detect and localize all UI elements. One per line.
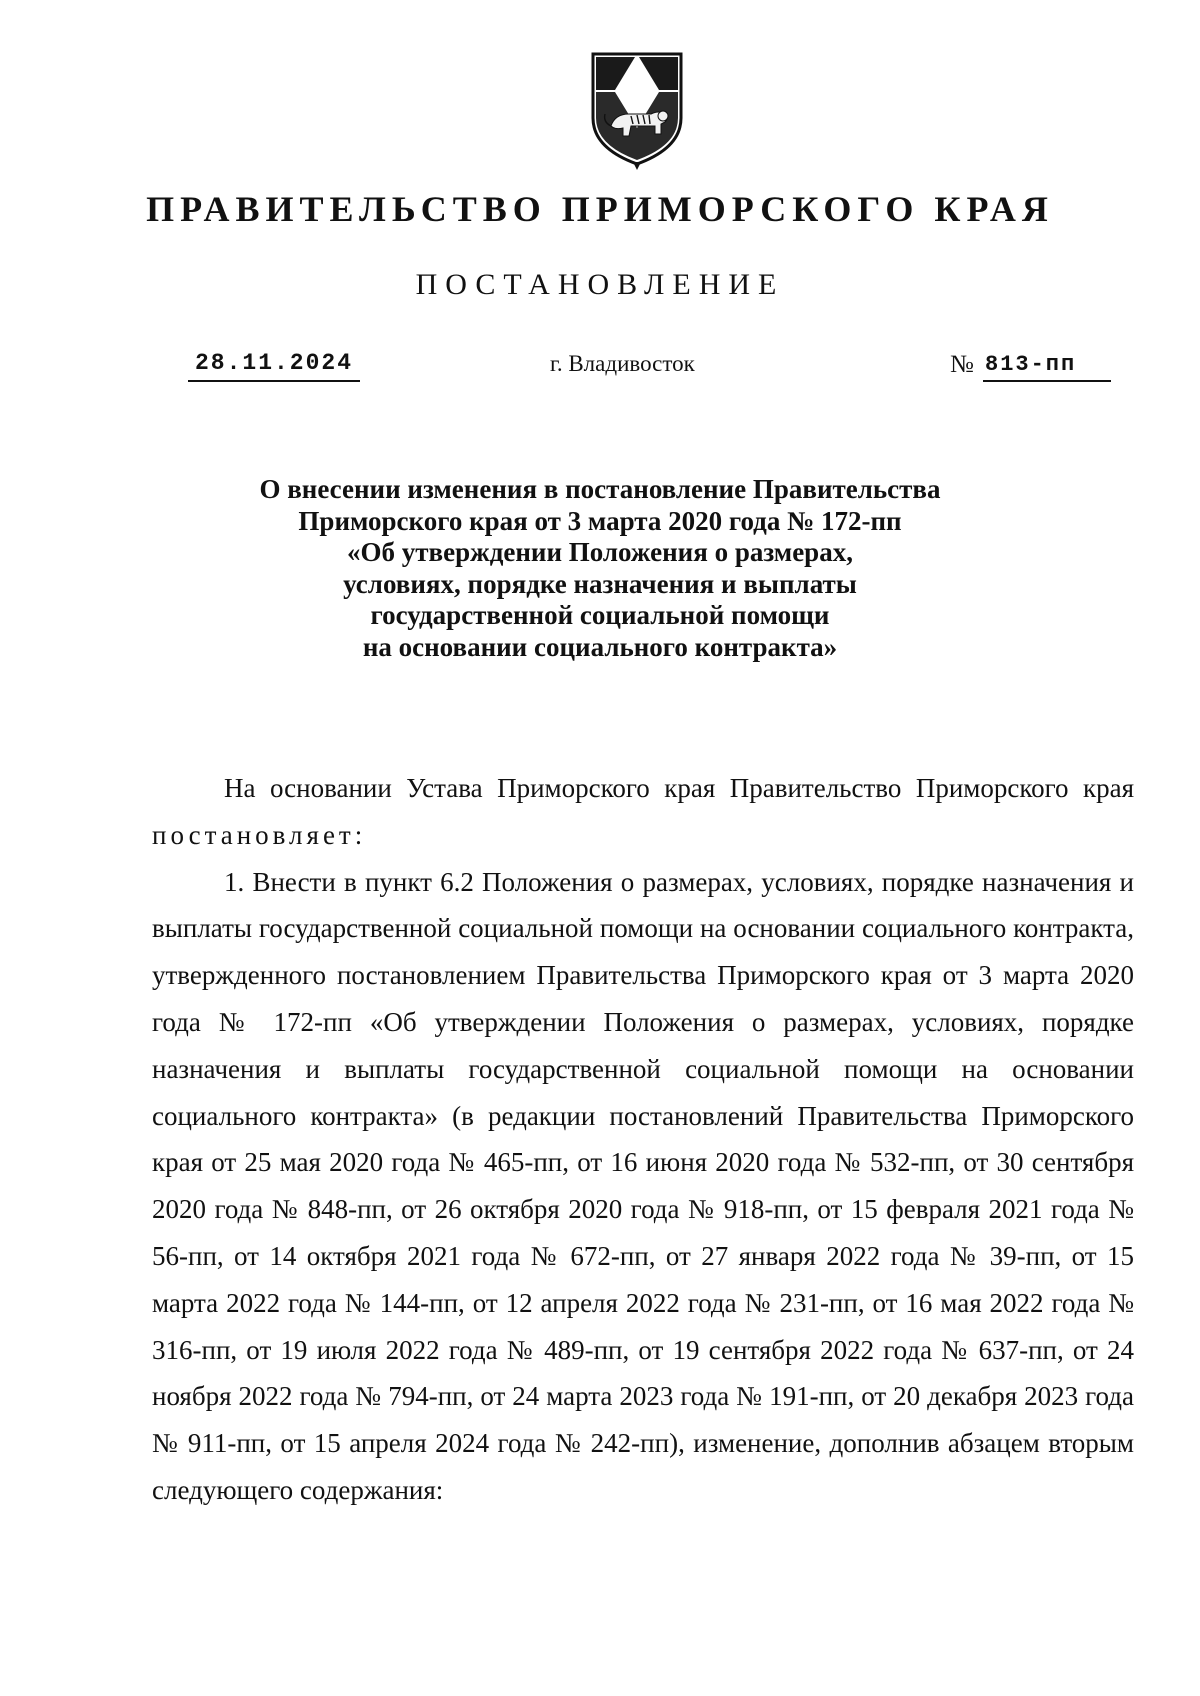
document-number: 813-пп	[983, 352, 1111, 382]
subject-line: «Об утверждении Положения о размерах,	[347, 537, 853, 567]
organization-title: ПРАВИТЕЛЬСТВО ПРИМОРСКОГО КРАЯ	[146, 189, 1054, 229]
preamble-text: На основании Устава Приморского края Правительство Приморского края	[224, 773, 1134, 803]
document-type: ПОСТАНОВЛЕНИЕ	[415, 268, 785, 301]
subject-line: Приморского края от 3 марта 2020 года № 172-пп	[298, 505, 902, 536]
document-city: г. Владивосток	[550, 351, 695, 376]
document-body	[152, 765, 1134, 1514]
document-subject	[0, 474, 1200, 663]
subject-line: на основании социального контракта»	[362, 631, 838, 662]
primorsky-krai-coat-of-arms-icon	[585, 48, 689, 172]
preamble-paragraph	[152, 765, 1134, 859]
subject-line: О внесении изменения в постановление Правительства	[259, 474, 941, 504]
document-date: 28.11.2024	[188, 350, 360, 382]
subject-line: государственной социальной помощи	[370, 600, 830, 630]
resolves-word: постановляет:	[152, 819, 367, 850]
item-1-paragraph: 1. Внести в пункт 6.2 Положения о размерах, условиях, порядке назначения и выплаты государственной социальной помощи на основании социального контракта, утвержденного постановлением Правительства Приморского края от 3 марта 2020 года № 172-пп «Об утверждении Положения о размерах, условиях, порядке назначения и выплаты государственной социальной помощи на основании социального контракта» (в редакции постановлений Правительства Приморского края от 25 мая 2020 года № 465-пп, от 16 июня 2020 года № 532-пп, от 30 сентября 2020 года № 848-пп, от 26 октября 2020 года № 918-пп, от 15 февраля 2021 года № 56-пп, от 14 октября 2021 года № 672-пп, от 27 января 2022 года № 39-пп, от 15 марта 2022 года № 144-пп, от 12 апреля 2022 года № 231-пп, от 16 мая 2022 года № 316-пп, от 19 июля 2022 года № 489-пп, от 19 сентября 2022 года № 637-пп, от 24 ноября 2022 года № 794-пп, от 24 марта 2023 года № 191-пп, от 20 декабря 2023 года № 911-пп, от 15 апреля 2024 года № 242-пп), изменение, дополнив абзацем вторым следующего содержания:	[152, 866, 1134, 1505]
subject-line: условиях, порядке назначения и выплаты	[343, 568, 857, 599]
number-label: №	[950, 351, 974, 378]
